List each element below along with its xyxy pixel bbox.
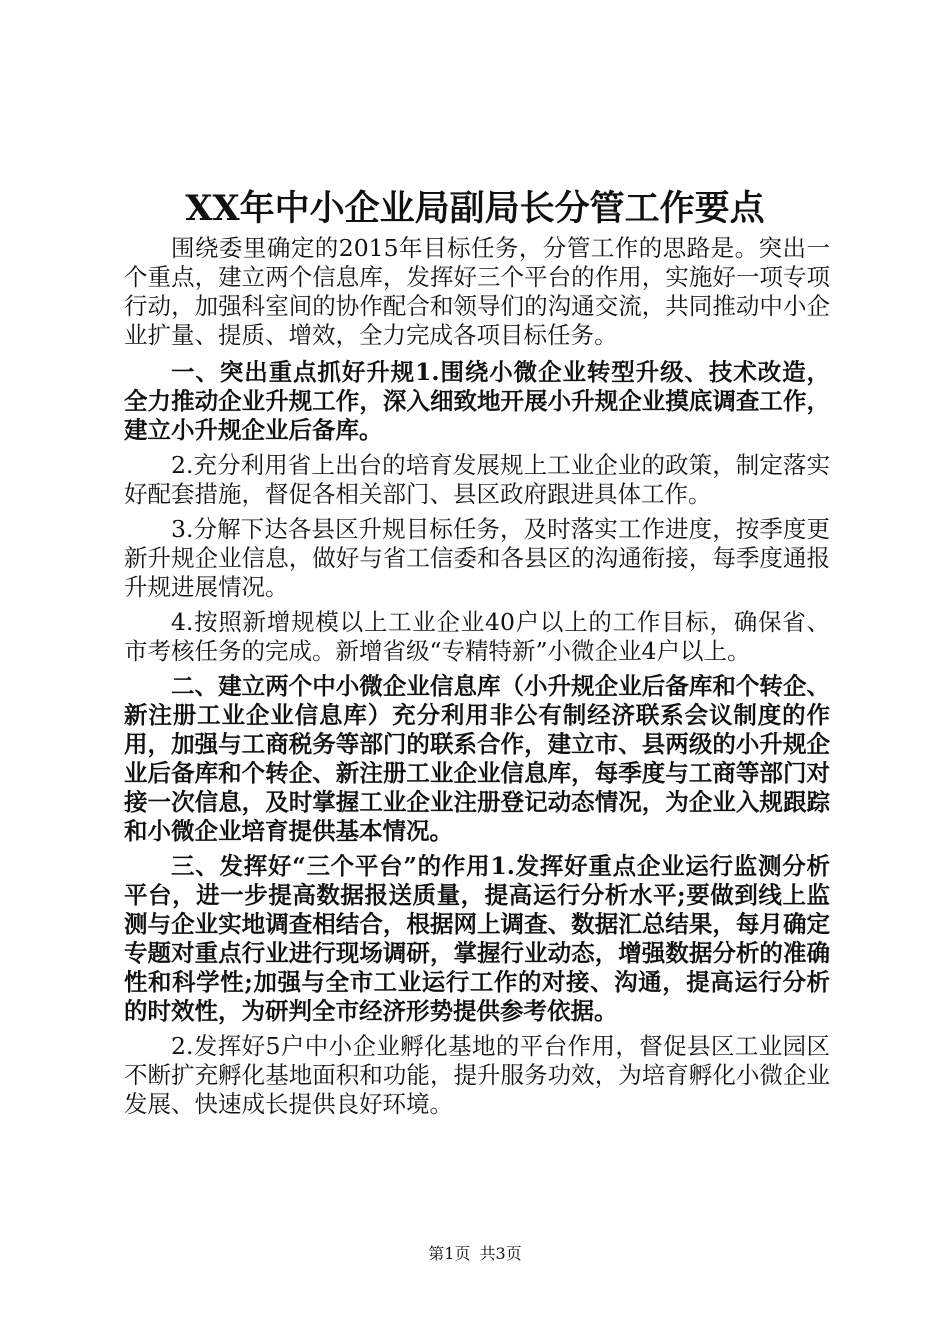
section-one-item-3: 3.分解下达各县区升规目标任务，及时落实工作进度，按季度更新升规企业信息，做好与省工信委和各县区的沟通衔接，每季度通报升规进展情况。 bbox=[124, 515, 830, 601]
page-footer bbox=[0, 1244, 950, 1264]
section-one-item-2: 2.充分利用省上出台的培育发展规上工业企业的政策，制定落实好配套措施，督促各相关部门、县区政府跟进具体工作。 bbox=[124, 451, 830, 508]
section-one-paragraph: 一、突出重点抓好升规1.围绕小微企业转型升级、技术改造，全力推动企业升规工作，深入细致地开展小升规企业摸底调查工作，建立小升规企业后备库。 bbox=[124, 358, 830, 444]
document-title: XX年中小企业局副局长分管工作要点 bbox=[185, 188, 765, 229]
intro-paragraph: 围绕委里确定的2015年目标任务，分管工作的思路是。突出一个重点，建立两个信息库，发挥好三个平台的作用，实施好一项专项行动，加强科室间的协作配合和领导们的沟通交流，共同推动中小企业扩量、提质、增效，全力完成各项目标任务。 bbox=[124, 234, 830, 349]
document-body bbox=[124, 234, 830, 1127]
section-three-paragraph: 三、发挥好“三个平台”的作用1.发挥好重点企业运行监测分析平台，进一步提高数据报送质量，提高运行分析水平;要做到线上监测与企业实地调查相结合，根据网上调查、数据汇总结果，每月确定专题对重点行业进行现场调研，掌握行业动态，增强数据分析的准确性和科学性;加强与全市工业运行工作的对接、沟通，提高运行分析的时效性，为研判全市经济形势提供参考依据。 bbox=[124, 852, 830, 1025]
section-two-paragraph: 二、建立两个中小微企业信息库（小升规企业后备库和个转企、新注册工业企业信息库）充分利用非公有制经济联系会议制度的作用，加强与工商税务等部门的联系合作，建立市、县两级的小升规企业后备库和个转企、新注册工业企业信息库，每季度与工商等部门对接一次信息，及时掌握工业企业注册登记动态情况，为企业入规跟踪和小微企业培育提供基本情况。 bbox=[124, 672, 830, 845]
page-number-current: 第1页 bbox=[428, 1244, 471, 1263]
page-number-total: 共3页 bbox=[479, 1244, 522, 1263]
section-three-item-2: 2.发挥好5户中小企业孵化基地的平台作用，督促县区工业园区不断扩充孵化基地面积和功能，提升服务功效，为培育孵化小微企业发展、快速成长提供良好环境。 bbox=[124, 1032, 830, 1118]
section-one-item-4: 4.按照新增规模以上工业企业40户以上的工作目标，确保省、市考核任务的完成。新增省级“专精特新”小微企业4户以上。 bbox=[124, 608, 830, 665]
